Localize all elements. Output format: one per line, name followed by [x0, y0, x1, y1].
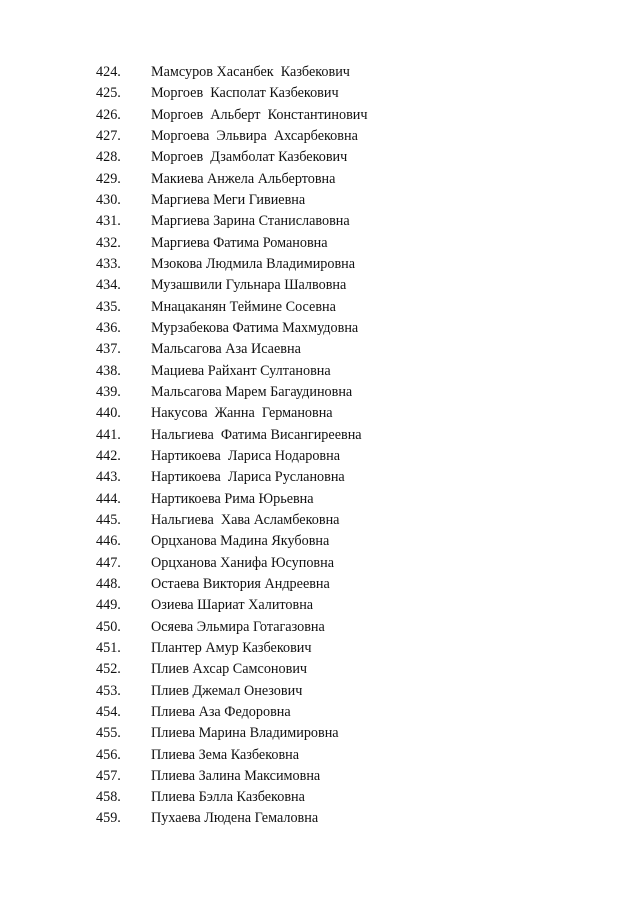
list-item — [0, 553, 640, 574]
list-item — [0, 275, 640, 296]
list-item-number: 459. — [96, 810, 121, 827]
list-item-number: 457. — [96, 767, 121, 784]
list-item — [0, 105, 640, 126]
list-item-name: Плиев Ахсар Самсонович — [151, 661, 308, 678]
list-item-name: Пухаева Людена Гемаловна — [151, 810, 319, 827]
list-item-number: 439. — [96, 383, 121, 400]
list-item-number: 430. — [96, 191, 121, 208]
list-item-name: Мамсуров Хасанбек Казбекович — [151, 64, 350, 80]
list-item — [0, 339, 640, 360]
list-item-name: Орцханова Ханифа Юсуповна — [151, 554, 335, 571]
list-item-number: 435. — [96, 298, 121, 315]
list-item — [0, 147, 640, 168]
list-item-name: Маргиева Зарина Станиславовна — [151, 213, 350, 230]
list-item-number: 446. — [96, 533, 121, 550]
name-list — [0, 62, 640, 830]
list-item — [0, 745, 640, 766]
list-item — [0, 659, 640, 680]
list-item-number: 444. — [96, 490, 121, 507]
list-item-name: Нальгиева Хава Асламбековна — [151, 511, 340, 528]
list-item-name: Мнацаканян Теймине Сосевна — [151, 298, 336, 315]
list-item-name: Плиева Бэлла Казбековна — [151, 789, 305, 806]
list-item-name: Остаева Виктория Андреевна — [151, 575, 330, 592]
list-item — [0, 126, 640, 147]
list-item — [0, 638, 640, 659]
list-item-number: 452. — [96, 661, 121, 678]
list-item — [0, 83, 640, 104]
list-item-name: Плиев Джемал Онезович — [151, 682, 303, 699]
list-item-number: 425. — [96, 85, 121, 102]
list-item-number: 436. — [96, 319, 121, 336]
list-item-name: Мальсагова Марем Багаудиновна — [151, 383, 353, 400]
list-item-number: 434. — [96, 277, 121, 294]
list-item — [0, 510, 640, 531]
list-item — [0, 211, 640, 232]
list-item-number: 451. — [96, 639, 121, 656]
list-item-number: 427. — [96, 127, 121, 144]
list-item — [0, 574, 640, 595]
list-item-name: Плиева Зема Казбековна — [151, 746, 300, 763]
list-item-number: 458. — [96, 789, 121, 806]
list-item — [0, 595, 640, 616]
list-item-number: 424. — [96, 64, 121, 80]
list-item-name: Мзокова Людмила Владимировна — [151, 255, 356, 272]
list-item-name: Моргоев Альберт Константинович — [151, 106, 368, 123]
list-item — [0, 169, 640, 190]
list-item — [0, 766, 640, 787]
list-item — [0, 808, 640, 829]
list-item-name: Озиева Шариат Халитовна — [151, 597, 314, 614]
list-item — [0, 361, 640, 382]
list-item-name: Нартикоева Лариса Нодаровна — [151, 447, 341, 464]
list-item — [0, 297, 640, 318]
list-item-number: 437. — [96, 341, 121, 358]
list-item-number: 454. — [96, 703, 121, 720]
list-item — [0, 62, 640, 83]
list-item-number: 431. — [96, 213, 121, 230]
list-item — [0, 702, 640, 723]
list-item-name: Нартикоева Лариса Руслановна — [151, 469, 345, 486]
list-item-name: Музашвили Гульнара Шалвовна — [151, 277, 347, 294]
list-item-name: Маргиева Меги Гивиевна — [151, 191, 306, 208]
list-item-number: 433. — [96, 255, 121, 272]
list-item-number: 448. — [96, 575, 121, 592]
list-item-number: 447. — [96, 554, 121, 571]
list-item — [0, 681, 640, 702]
list-item-name: Мурзабекова Фатима Махмудовна — [151, 319, 359, 336]
list-item — [0, 531, 640, 552]
list-item-number: 426. — [96, 106, 121, 123]
list-item-name: Осяева Эльмира Готагазовна — [151, 618, 325, 635]
list-item-name: Моргоев Дзамболат Казбекович — [151, 149, 348, 166]
list-item — [0, 467, 640, 488]
list-item-number: 428. — [96, 149, 121, 166]
list-item — [0, 403, 640, 424]
list-item-number: 443. — [96, 469, 121, 486]
list-item-name: Накусова Жанна Германовна — [151, 405, 333, 422]
list-item — [0, 425, 640, 446]
list-item-name: Орцханова Мадина Якубовна — [151, 533, 330, 550]
list-item-number: 450. — [96, 618, 121, 635]
list-item-number: 442. — [96, 447, 121, 464]
list-item-name: Плиева Залина Максимовна — [151, 767, 321, 784]
list-item-number: 455. — [96, 725, 121, 742]
list-item-name: Моргоева Эльвира Ахсарбековна — [151, 127, 358, 144]
list-item-number: 441. — [96, 426, 121, 443]
list-item-name: Моргоев Касполат Казбекович — [151, 85, 339, 102]
list-item-number: 449. — [96, 597, 121, 614]
list-item-name: Мальсагова Аза Исаевна — [151, 341, 301, 358]
list-item-number: 453. — [96, 682, 121, 699]
list-item-number: 440. — [96, 405, 121, 422]
list-item — [0, 382, 640, 403]
list-item-number: 445. — [96, 511, 121, 528]
list-item — [0, 787, 640, 808]
list-item-number: 429. — [96, 170, 121, 187]
list-item — [0, 617, 640, 638]
list-item-name: Макиева Анжела Альбертовна — [151, 170, 336, 187]
list-item-name: Плиева Аза Федоровна — [151, 703, 291, 720]
list-item-name: Плиева Марина Владимировна — [151, 725, 339, 742]
list-item-name: Маргиева Фатима Романовна — [151, 234, 328, 251]
list-item — [0, 318, 640, 339]
list-item-number: 432. — [96, 234, 121, 251]
list-item-number: 438. — [96, 362, 121, 379]
list-item-name: Плантер Амур Казбекович — [151, 639, 312, 656]
list-item — [0, 190, 640, 211]
list-item — [0, 254, 640, 275]
list-item-name: Мациева Райхант Султановна — [151, 362, 331, 379]
list-item — [0, 233, 640, 254]
list-item — [0, 723, 640, 744]
list-item — [0, 446, 640, 467]
list-item-number: 456. — [96, 746, 121, 763]
list-item — [0, 489, 640, 510]
list-item-name: Нартикоева Рима Юрьевна — [151, 490, 314, 507]
list-item-name: Нальгиева Фатима Висангиреевна — [151, 426, 362, 443]
